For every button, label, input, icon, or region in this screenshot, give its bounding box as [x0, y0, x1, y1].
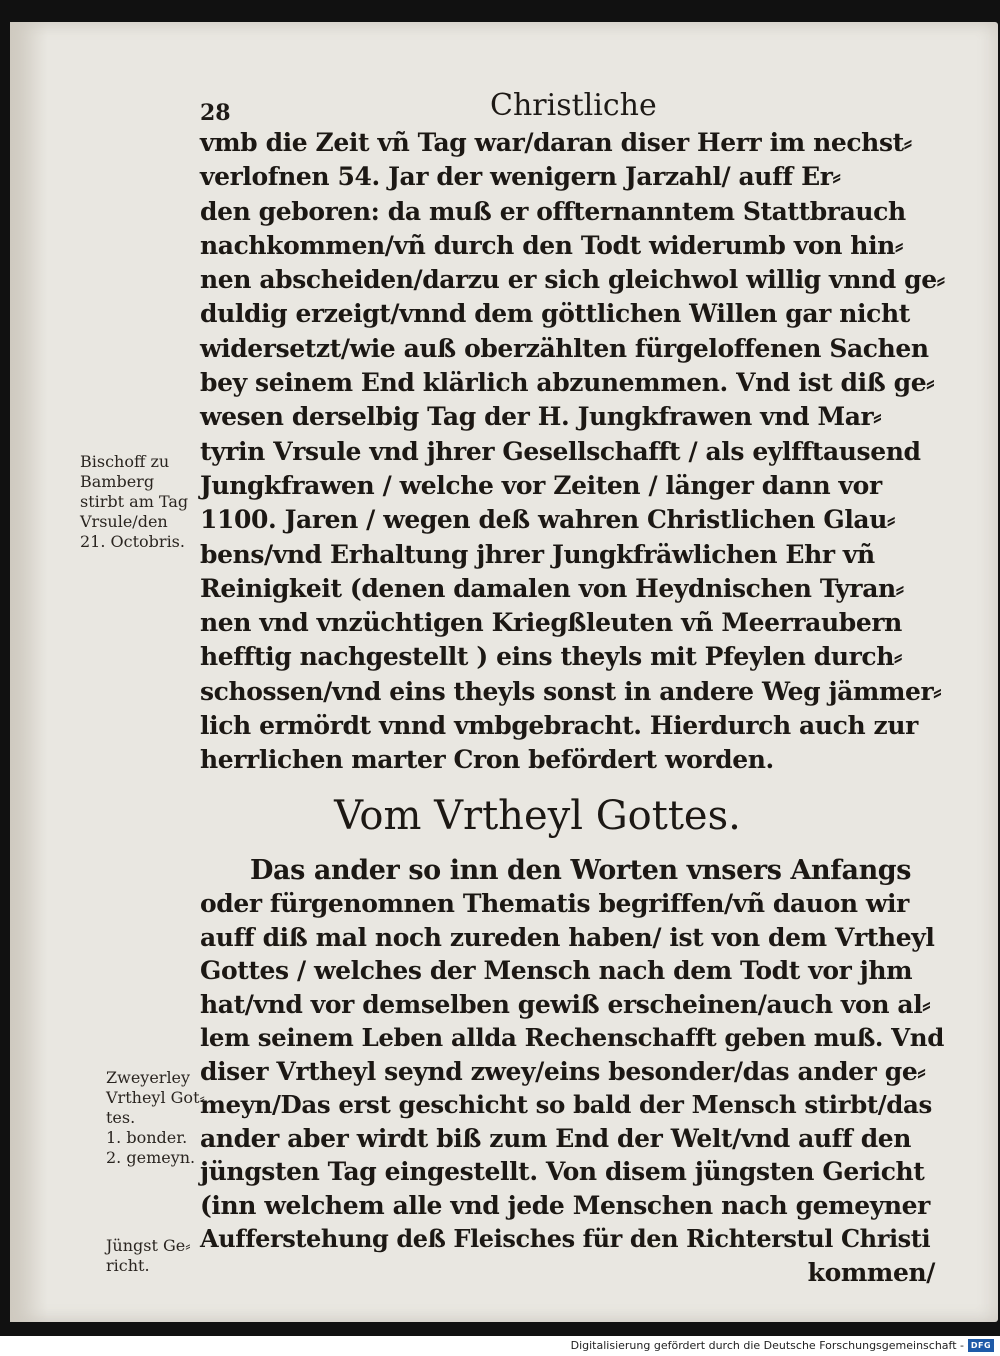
text-line: diser Vrtheyl seynd zwey/eins besonder/das ander ge⸗	[200, 1056, 926, 1086]
marginal-line: tes.	[106, 1108, 136, 1127]
marginal-line: 21. Octobris.	[80, 532, 185, 551]
text-line: lich ermördt vnnd vmbgebracht. Hierdurch auch zur	[200, 711, 918, 741]
marginal-note-last-judgement	[106, 1236, 191, 1276]
text-line: Reinigkeit (denen damalen von Heydnischen Tyran⸗	[200, 573, 904, 603]
text-line: meyn/Das erst geschicht so bald der Mensch stirbt/das	[200, 1090, 932, 1120]
marginal-line: stirbt am Tag	[80, 492, 189, 511]
section-heading: Vom Vrtheyl Gottes.	[334, 792, 741, 839]
text-line: auff diß mal noch zureden haben/ ist von dem Vrtheyl	[200, 922, 935, 952]
text-line: duldig erzeigt/vnnd dem göttlichen Willen gar nicht	[200, 299, 910, 329]
marginal-note-bishop	[80, 452, 188, 552]
marginal-line: Bischoff zu	[80, 452, 170, 471]
marginal-note-judgement	[106, 1068, 205, 1168]
text-line: widersetzt/wie auß oberzählten fürgeloffenen Sachen	[200, 333, 929, 363]
text-line: lem seinem Leben allda Rechenschafft geben muß. Vnd	[200, 1023, 944, 1053]
text-line: bens/vnd Erhaltung jhrer Jungkfräwlichen Ehr vñ	[200, 539, 875, 569]
text-line: den geboren: da muß er offternanntem Stattbrauch	[200, 196, 906, 226]
text-line: schossen/vnd eins theyls sonst in andere Weg jämmer⸗	[200, 676, 942, 706]
marginal-line: Jüngst Ge⸗	[106, 1236, 191, 1255]
text-line: jüngsten Tag eingestellt. Von disem jüngsten Gericht	[200, 1157, 925, 1187]
paragraph-2	[200, 854, 945, 1290]
text-line: Gottes / welches der Mensch nach dem Todt vor jhm	[200, 956, 913, 986]
paragraph-1	[200, 126, 945, 778]
text-line: Das ander so inn den Worten vnsers Anfangs	[250, 854, 912, 886]
text-line: wesen derselbig Tag der H. Jungkfrawen vnd Mar⸗	[200, 402, 882, 432]
text-line: herrlichen marter Cron befördert worden.	[200, 745, 774, 775]
text-line: hat/vnd vor demselben gewiß erscheinen/auch von al⸗	[200, 989, 931, 1019]
text-line: bey seinem End klärlich abzunemmen. Vnd ist diß ge⸗	[200, 368, 935, 398]
text-line: oder fürgenomnen Thematis begriffen/vñ dauon wir	[200, 889, 909, 919]
text-line: (inn welchem alle vnd jede Menschen nach gemeyner	[200, 1190, 930, 1220]
body-text	[200, 126, 945, 1289]
funding-credit: Digitalisierung gefördert durch die Deutsche Forschungsgemeinschaft -	[570, 1339, 964, 1352]
text-line: nachkommen/vñ durch den Todt widerumb von hin⸗	[200, 230, 903, 260]
text-line: vmb die Zeit vñ Tag war/daran diser Herr im nechst⸗	[200, 128, 912, 157]
text-line: verlofnen 54. Jar der wenigern Jarzahl/ auff Er⸗	[200, 162, 841, 192]
text-line: nen vnd vnzüchtigen Kriegßleuten vñ Meerraubern	[200, 608, 902, 638]
text-line: nen abscheiden/darzu er sich gleichwol willig vnnd ge⸗	[200, 265, 945, 295]
catchword: kommen/	[807, 1257, 935, 1287]
marginal-line: Vrtheyl Got⸗	[106, 1088, 205, 1107]
text-line: hefftig nachgestellt ) eins theyls mit Pfeylen durch⸗	[200, 642, 902, 672]
marginal-line: Bamberg	[80, 472, 155, 491]
marginal-line: Zweyerley	[106, 1068, 191, 1087]
footer-bar	[0, 1336, 1000, 1356]
page-number: 28	[200, 100, 231, 126]
marginal-line: 2. gemeyn.	[106, 1148, 196, 1167]
page-gutter-shadow	[10, 22, 48, 1322]
marginal-line: richt.	[106, 1256, 150, 1275]
running-head: Christliche	[490, 88, 657, 123]
text-line: 1100. Jaren / wegen deß wahren Christlichen Glau⸗	[200, 505, 895, 535]
text-line: ander aber wirdt biß zum End der Welt/vnd auff den	[200, 1123, 912, 1153]
text-line: Jungkfrawen / welche vor Zeiten / länger dann vor	[200, 470, 882, 500]
text-line: Aufferstehung deß Fleisches für den Richterstul Christi	[200, 1224, 931, 1254]
marginal-line: Vrsule/den	[80, 512, 168, 531]
dfg-logo: DFG	[968, 1339, 994, 1352]
text-line: tyrin Vrsule vnd jhrer Gesellschafft / als eylfftausend	[200, 436, 921, 466]
marginal-line: 1. bonder.	[106, 1128, 188, 1147]
